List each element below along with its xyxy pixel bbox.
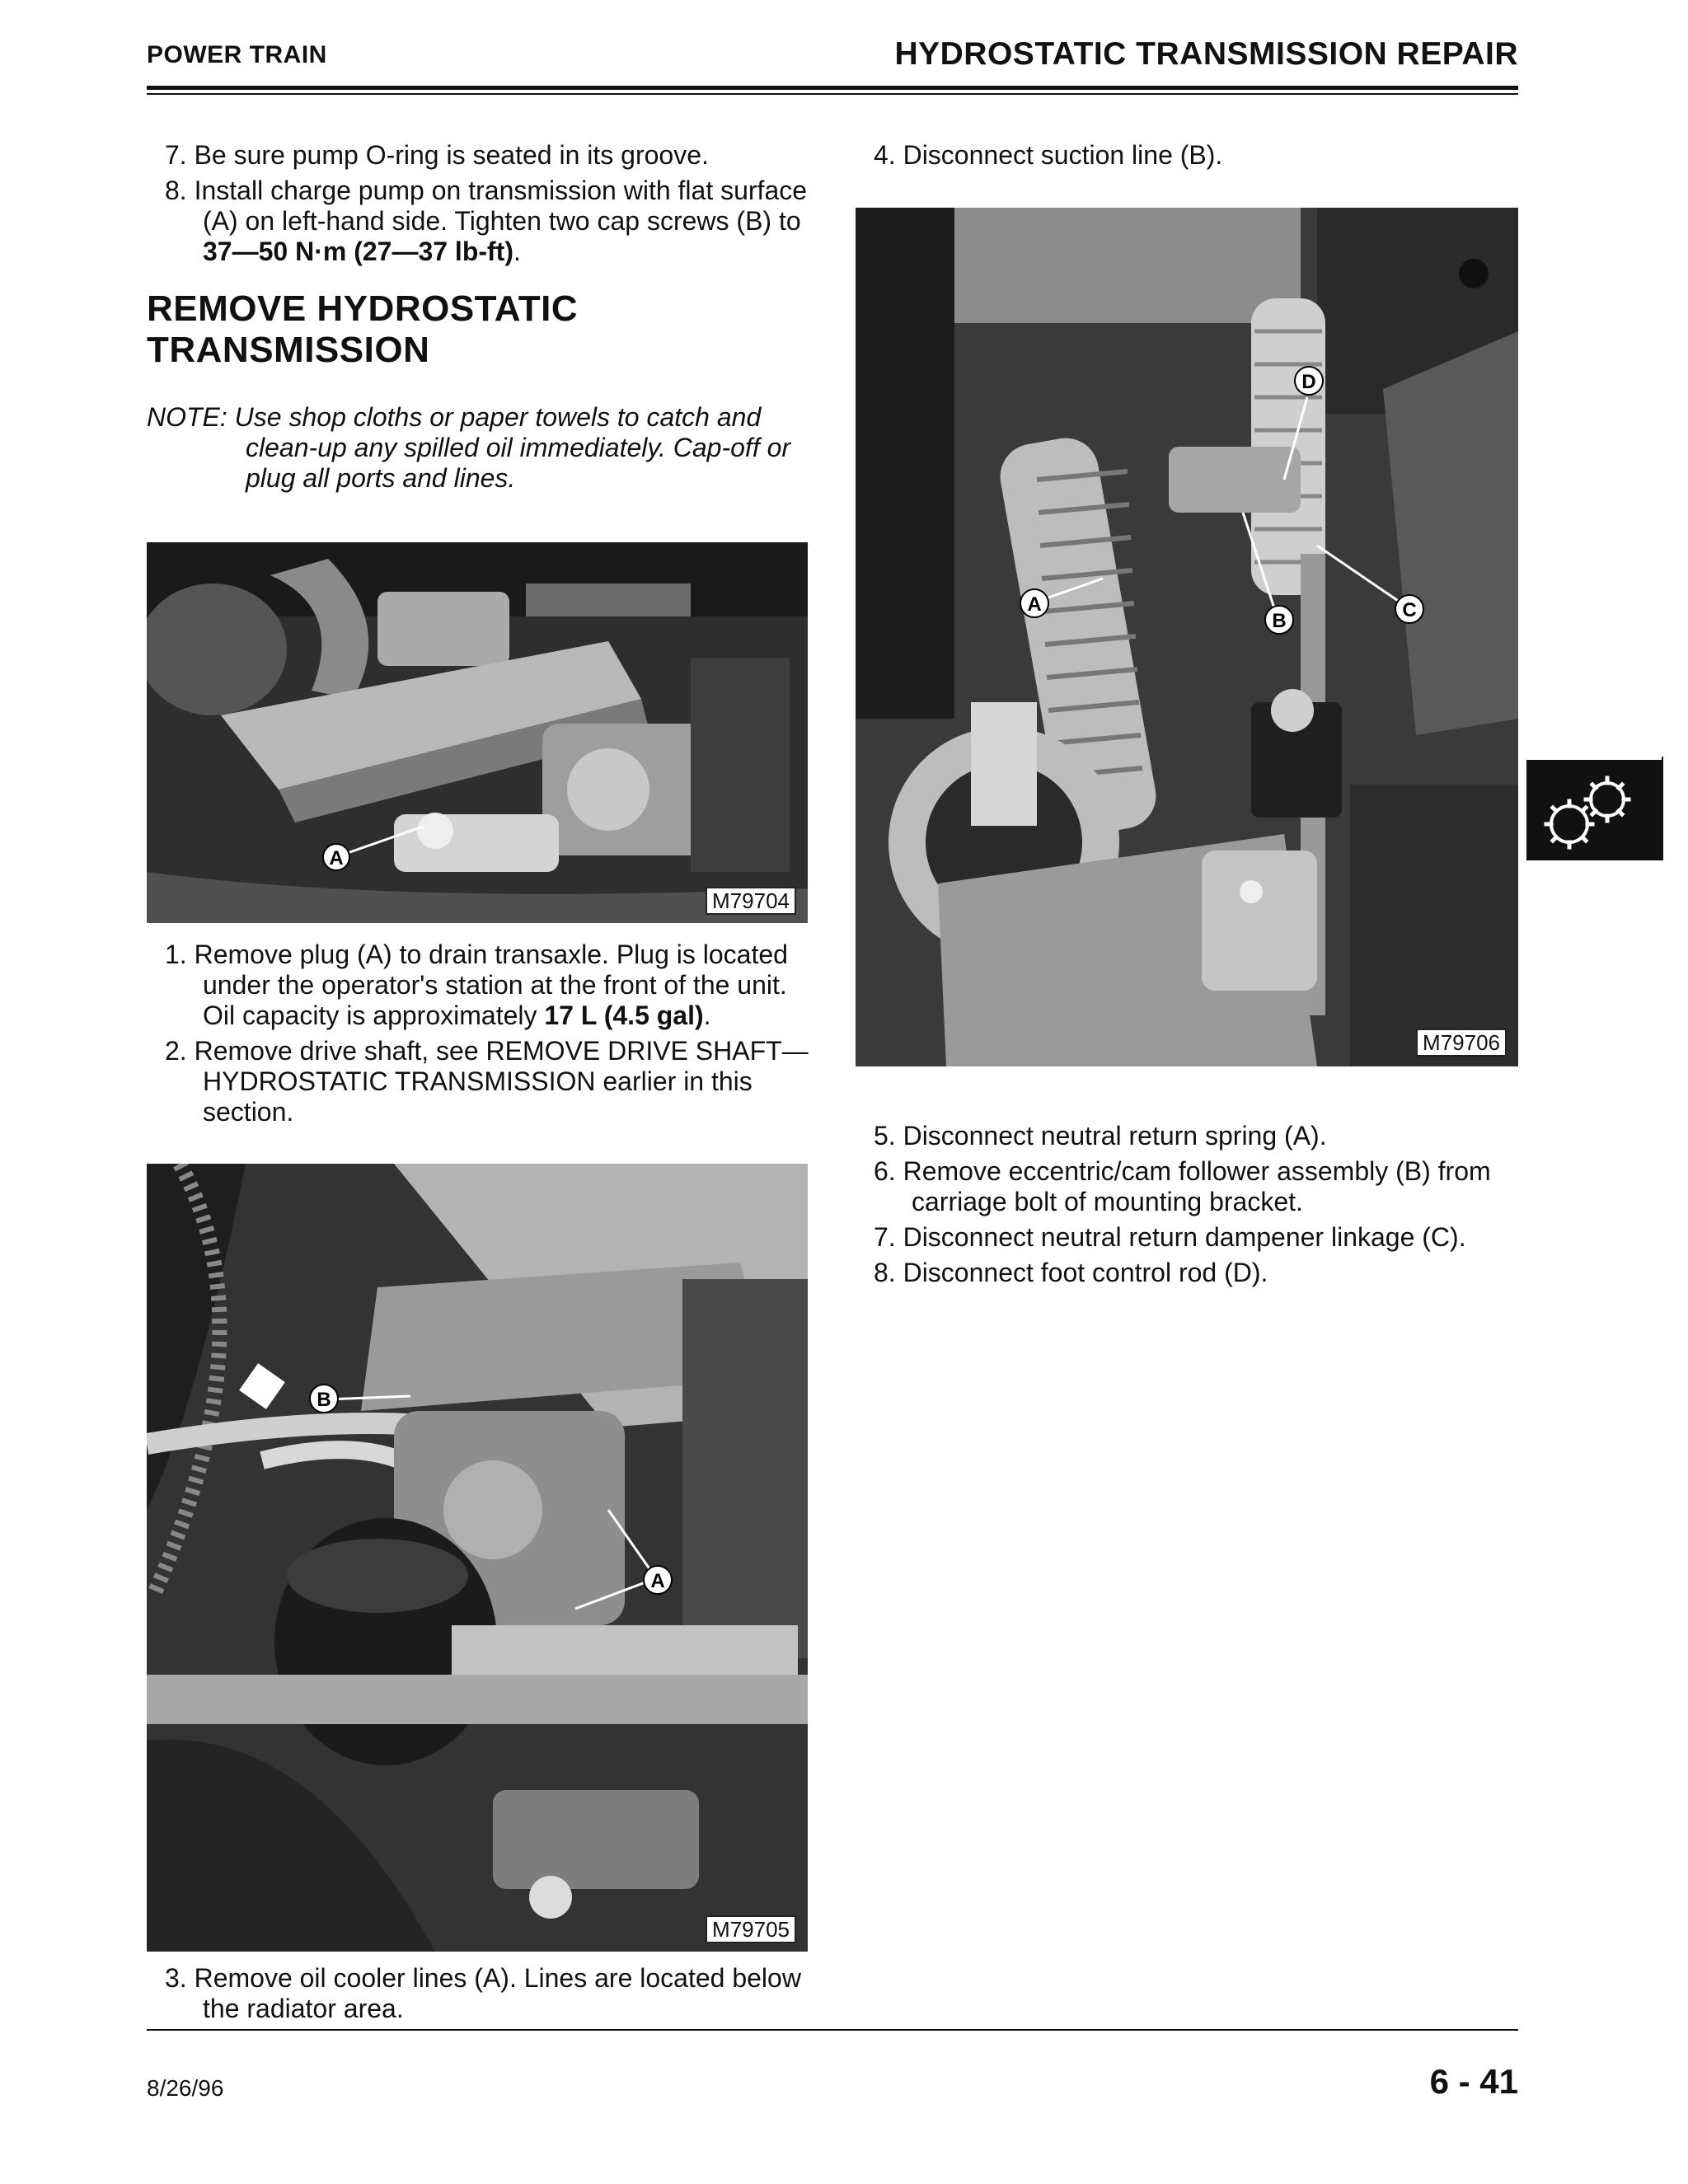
gears-icon — [1526, 760, 1663, 860]
callout-b: B — [1272, 610, 1287, 632]
header-chapter-title: HYDROSTATIC TRANSMISSION REPAIR — [894, 36, 1518, 72]
tab-edge-line — [1662, 757, 1663, 860]
step-item: 6. Remove eccentric/cam follower assembly (B) from carriage bolt of mounting bracket. — [874, 1156, 1491, 1216]
note-label: NOTE: — [147, 402, 227, 432]
right-bottom-steps — [856, 1121, 1520, 1293]
section-tab — [1526, 760, 1663, 860]
left-top-steps — [147, 140, 811, 272]
figure-photo-drain-plug — [147, 542, 808, 923]
figure-id: M79705 — [706, 1915, 796, 1943]
note-block — [147, 402, 811, 494]
figure-photo-linkage — [856, 208, 1518, 1066]
section-heading: REMOVE HYDROSTATIC TRANSMISSION — [147, 288, 579, 370]
step-item: 2. Remove drive shaft, see REMOVE DRIVE SHAFT—HYDROSTATIC TRANSMISSION earlier in this section. — [165, 1036, 809, 1127]
step-item: 5. Disconnect neutral return spring (A). — [874, 1121, 1327, 1151]
figure-photo-oil-cooler-lines-art — [147, 1164, 808, 1952]
section-heading-wrap — [147, 288, 641, 371]
header-section-title: POWER TRAIN — [147, 41, 327, 68]
callout-a: A — [329, 847, 344, 869]
callout-a: A — [1027, 593, 1042, 616]
figure-id: M79706 — [1416, 1029, 1507, 1057]
figure-photo-oil-cooler-lines — [147, 1164, 808, 1952]
callout-a: A — [650, 1570, 665, 1592]
callout-b: B — [316, 1389, 331, 1411]
step-item: 8. Disconnect foot control rod (D). — [874, 1258, 1268, 1287]
header-rule-thin — [147, 93, 1518, 95]
left-bottom-steps — [147, 1963, 811, 2029]
step-item: 1. Remove plug (A) to drain transaxle. Plug is located under the operator's station at the front of the unit. Oil capacity is approximately 17 L (4.5 gal). — [165, 940, 788, 1030]
figure-id: M79704 — [706, 887, 796, 915]
capacity-spec: 17 L (4.5 gal) — [544, 1001, 704, 1030]
torque-spec: 37—50 N·m (27—37 lb-ft) — [203, 237, 513, 266]
step-item: 7. Disconnect neutral return dampener linkage (C). — [874, 1222, 1466, 1252]
figure-photo-drain-plug-art — [147, 542, 808, 923]
left-mid-steps — [147, 940, 811, 1132]
figure-photo-linkage-art — [856, 208, 1518, 1066]
step-item: 7. Be sure pump O-ring is seated in its groove. — [165, 140, 709, 170]
step-item: 4. Disconnect suction line (B). — [874, 140, 1223, 170]
right-top-steps — [856, 140, 1520, 176]
footer-date: 8/26/96 — [147, 2075, 224, 2101]
callout-d: D — [1301, 371, 1316, 393]
step-item: 3. Remove oil cooler lines (A). Lines are located below the radiator area. — [165, 1963, 801, 2023]
note-text: Use shop cloths or paper towels to catch and clean-up any spilled oil immediately. Cap-off or plug all ports and lines. — [234, 402, 791, 493]
header-rule-thick — [147, 86, 1518, 90]
step-item: 8. Install charge pump on transmission with flat surface (A) on left-hand side. Tighten two cap screws (B) to 37—50 N·m (27—37 lb-ft). — [165, 176, 808, 266]
callout-c: C — [1402, 599, 1417, 621]
page-number: 6 - 41 — [1429, 2062, 1518, 2101]
footer-rule — [147, 2029, 1518, 2031]
